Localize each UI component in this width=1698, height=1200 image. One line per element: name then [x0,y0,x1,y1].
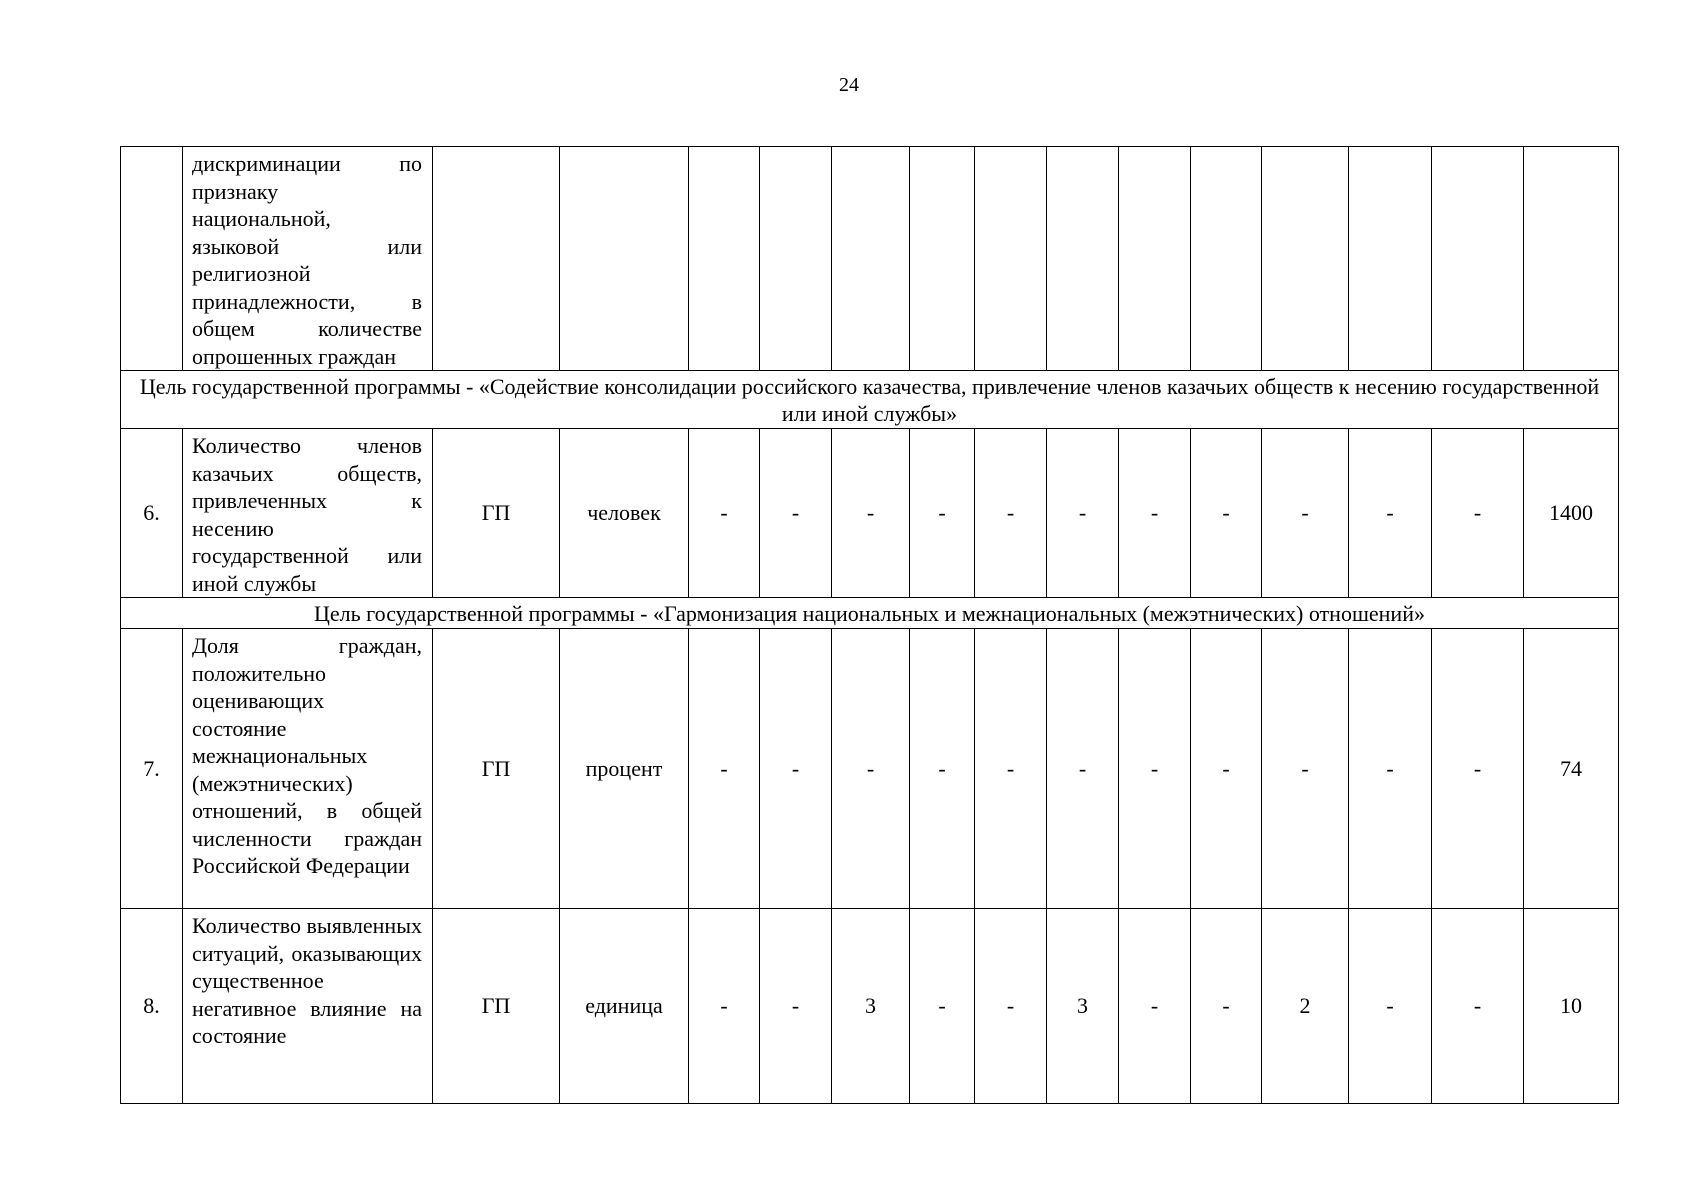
value-cell: - [1432,909,1524,1104]
value-cell: 10 [1524,909,1619,1104]
value-cell: 3 [1047,909,1119,1104]
table-row-continuation [121,147,1619,371]
value-cell: - [1432,629,1524,909]
value-cell: - [760,629,832,909]
value-cell [1432,147,1524,371]
value-cell [1349,147,1432,371]
value-cell [832,147,910,371]
unit-cell: процент [560,629,689,909]
value-cell: - [1047,429,1119,598]
value-cell: - [1191,429,1262,598]
value-cell: - [975,629,1047,909]
value-cell: - [975,429,1047,598]
value-cell: - [1262,429,1349,598]
goal-row [121,598,1619,629]
table-row [121,909,1619,1104]
value-cell [1047,147,1119,371]
value-cell: - [1349,909,1432,1104]
value-cell: - [975,909,1047,1104]
value-cell: - [910,629,975,909]
indicator-name-cell: Количество выявленных ситуаций, оказывающих существенное негативное влияние на состояние [183,909,433,1104]
value-cell: - [832,429,910,598]
table-row [121,629,1619,909]
row-number-cell: 7. [121,629,183,909]
value-cell: - [1349,429,1432,598]
value-cell: - [910,909,975,1104]
value-cell: 74 [1524,629,1619,909]
value-cell [975,147,1047,371]
value-cell: - [1349,629,1432,909]
indicator-name-cell: дискриминации по признаку национальной, языковой или религиозной принадлежности, в общем количестве опрошенных граждан [183,147,433,371]
row-number-cell: 8. [121,909,183,1104]
goal-heading: Цель государственной программы - «Содействие консолидации российского казачества, привлечение членов казачьих обществ к несению государственной или иной службы» [121,371,1619,429]
value-cell: - [760,429,832,598]
row-number-cell: 6. [121,429,183,598]
page-number: 24 [839,74,859,96]
indicators-table [120,146,1619,1104]
value-cell: - [689,629,760,909]
value-cell: - [689,429,760,598]
value-cell: - [689,909,760,1104]
value-cell [689,147,760,371]
value-cell [1524,147,1619,371]
indicator-name-cell: Количество членов казачьих обществ, привлеченных к несению государственной или иной службы [183,429,433,598]
value-cell: 1400 [1524,429,1619,598]
value-cell: - [910,429,975,598]
value-cell: - [1191,629,1262,909]
value-cell: - [1047,629,1119,909]
indicator-type-cell: ГП [433,909,560,1104]
goal-heading: Цель государственной программы - «Гармонизация национальных и межнациональных (межэтнических) отношений» [121,598,1619,629]
indicator-type-cell: ГП [433,629,560,909]
value-cell [760,147,832,371]
value-cell: - [1119,629,1191,909]
indicator-type-cell: ГП [433,429,560,598]
indicator-type-cell [433,147,560,371]
value-cell [1191,147,1262,371]
value-cell: - [1119,429,1191,598]
value-cell: - [1262,629,1349,909]
unit-cell: человек [560,429,689,598]
value-cell: 2 [1262,909,1349,1104]
row-number-cell [121,147,183,371]
value-cell [910,147,975,371]
unit-cell [560,147,689,371]
value-cell: - [1191,909,1262,1104]
goal-row [121,371,1619,429]
value-cell [1262,147,1349,371]
value-cell: - [1432,429,1524,598]
indicator-name-cell: Доля граждан, положительно оценивающих состояние межнациональных (межэтнических) отношений, в общей численности граждан Российской Федерации [183,629,433,909]
value-cell [1119,147,1191,371]
value-cell: - [760,909,832,1104]
value-cell: - [1119,909,1191,1104]
value-cell: - [832,629,910,909]
value-cell: 3 [832,909,910,1104]
table-row [121,429,1619,598]
unit-cell: единица [560,909,689,1104]
